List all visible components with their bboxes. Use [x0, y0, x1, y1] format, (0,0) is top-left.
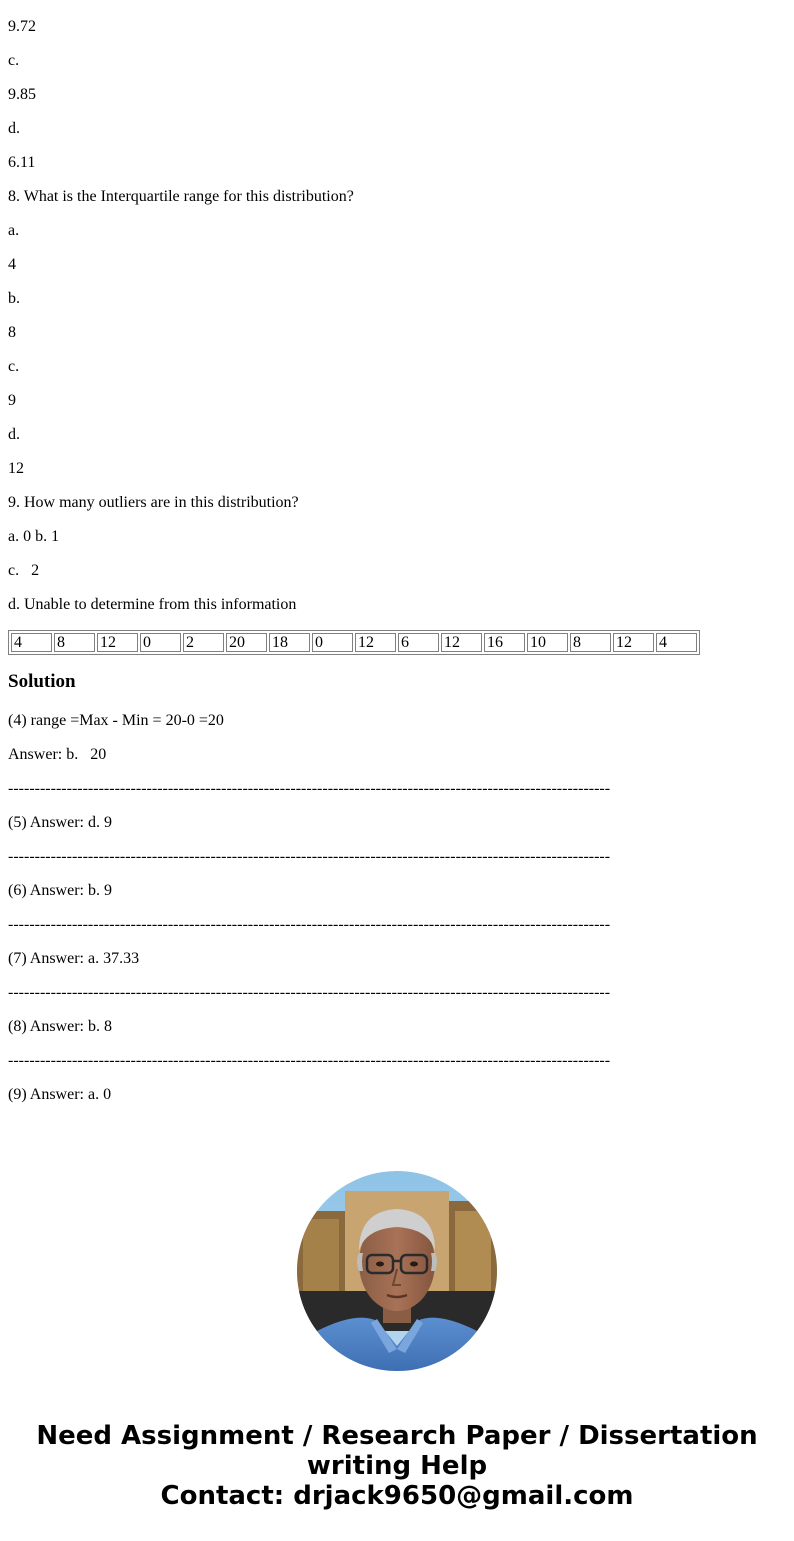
table-cell: 2: [183, 633, 224, 652]
option-label: a.: [8, 222, 20, 239]
footer-line-1: Need Assignment / Research Paper / Dissertation: [36, 1421, 758, 1451]
separator-line: -----------------------------------------------------------------------------------------------------------------: [8, 916, 611, 933]
text-line: 6.11: [8, 154, 36, 171]
data-table: [8, 630, 700, 655]
solution-heading: Solution: [8, 671, 76, 692]
question-9: 9. How many outliers are in this distribution?: [8, 494, 299, 511]
option-value: 9: [8, 392, 16, 409]
table-cell: 12: [97, 633, 138, 652]
option-line: d. Unable to determine from this information: [8, 596, 297, 613]
text-line: d.: [8, 120, 20, 137]
solution-line: (8) Answer: b. 8: [8, 1018, 112, 1035]
separator-line: -----------------------------------------------------------------------------------------------------------------: [8, 984, 611, 1001]
solution-line: (5) Answer: d. 9: [8, 814, 112, 831]
author-avatar: [297, 1171, 497, 1371]
option-label: c.: [8, 358, 20, 375]
table-cell: 20: [226, 633, 267, 652]
table-cell: 16: [484, 633, 525, 652]
solution-line: (7) Answer: a. 37.33: [8, 950, 140, 967]
table-cell: 4: [11, 633, 52, 652]
table-cell: 12: [613, 633, 654, 652]
table-cell: 4: [656, 633, 697, 652]
option-line: c. 2: [8, 562, 40, 579]
table-cell: 8: [570, 633, 611, 652]
solution-line: Answer: b. 20: [8, 746, 107, 763]
option-line: a. 0 b. 1: [8, 528, 60, 545]
table-row: [11, 633, 697, 652]
solution-line: (9) Answer: a. 0: [8, 1086, 112, 1103]
person-photo: [297, 1171, 497, 1371]
option-value: 12: [8, 460, 24, 477]
solution-line: (4) range =Max - Min = 20-0 =20: [8, 712, 224, 729]
question-8: 8. What is the Interquartile range for this distribution?: [8, 188, 354, 205]
footer-line-2: writing Help: [306, 1451, 488, 1481]
option-value: 8: [8, 324, 16, 341]
separator-line: -----------------------------------------------------------------------------------------------------------------: [8, 848, 611, 865]
separator-line: -----------------------------------------------------------------------------------------------------------------: [8, 780, 611, 797]
table-cell: 8: [54, 633, 95, 652]
footer-contact: Contact: drjack9650@gmail.com: [160, 1481, 634, 1511]
option-label: d.: [8, 426, 20, 443]
solution-line: (6) Answer: b. 9: [8, 882, 112, 899]
text-line: 9.72: [8, 18, 36, 35]
separator-line: -----------------------------------------------------------------------------------------------------------------: [8, 1052, 611, 1069]
document-body: [0, 18, 794, 1104]
text-line: c.: [8, 52, 20, 69]
footer-banner: [0, 1421, 794, 1511]
table-cell: 0: [140, 633, 181, 652]
option-label: b.: [8, 290, 20, 307]
table-cell: 18: [269, 633, 310, 652]
text-line: 9.85: [8, 86, 36, 103]
option-value: 4: [8, 256, 16, 273]
table-cell: 12: [441, 633, 482, 652]
table-cell: 0: [312, 633, 353, 652]
table-cell: 12: [355, 633, 396, 652]
table-cell: 10: [527, 633, 568, 652]
table-cell: 6: [398, 633, 439, 652]
